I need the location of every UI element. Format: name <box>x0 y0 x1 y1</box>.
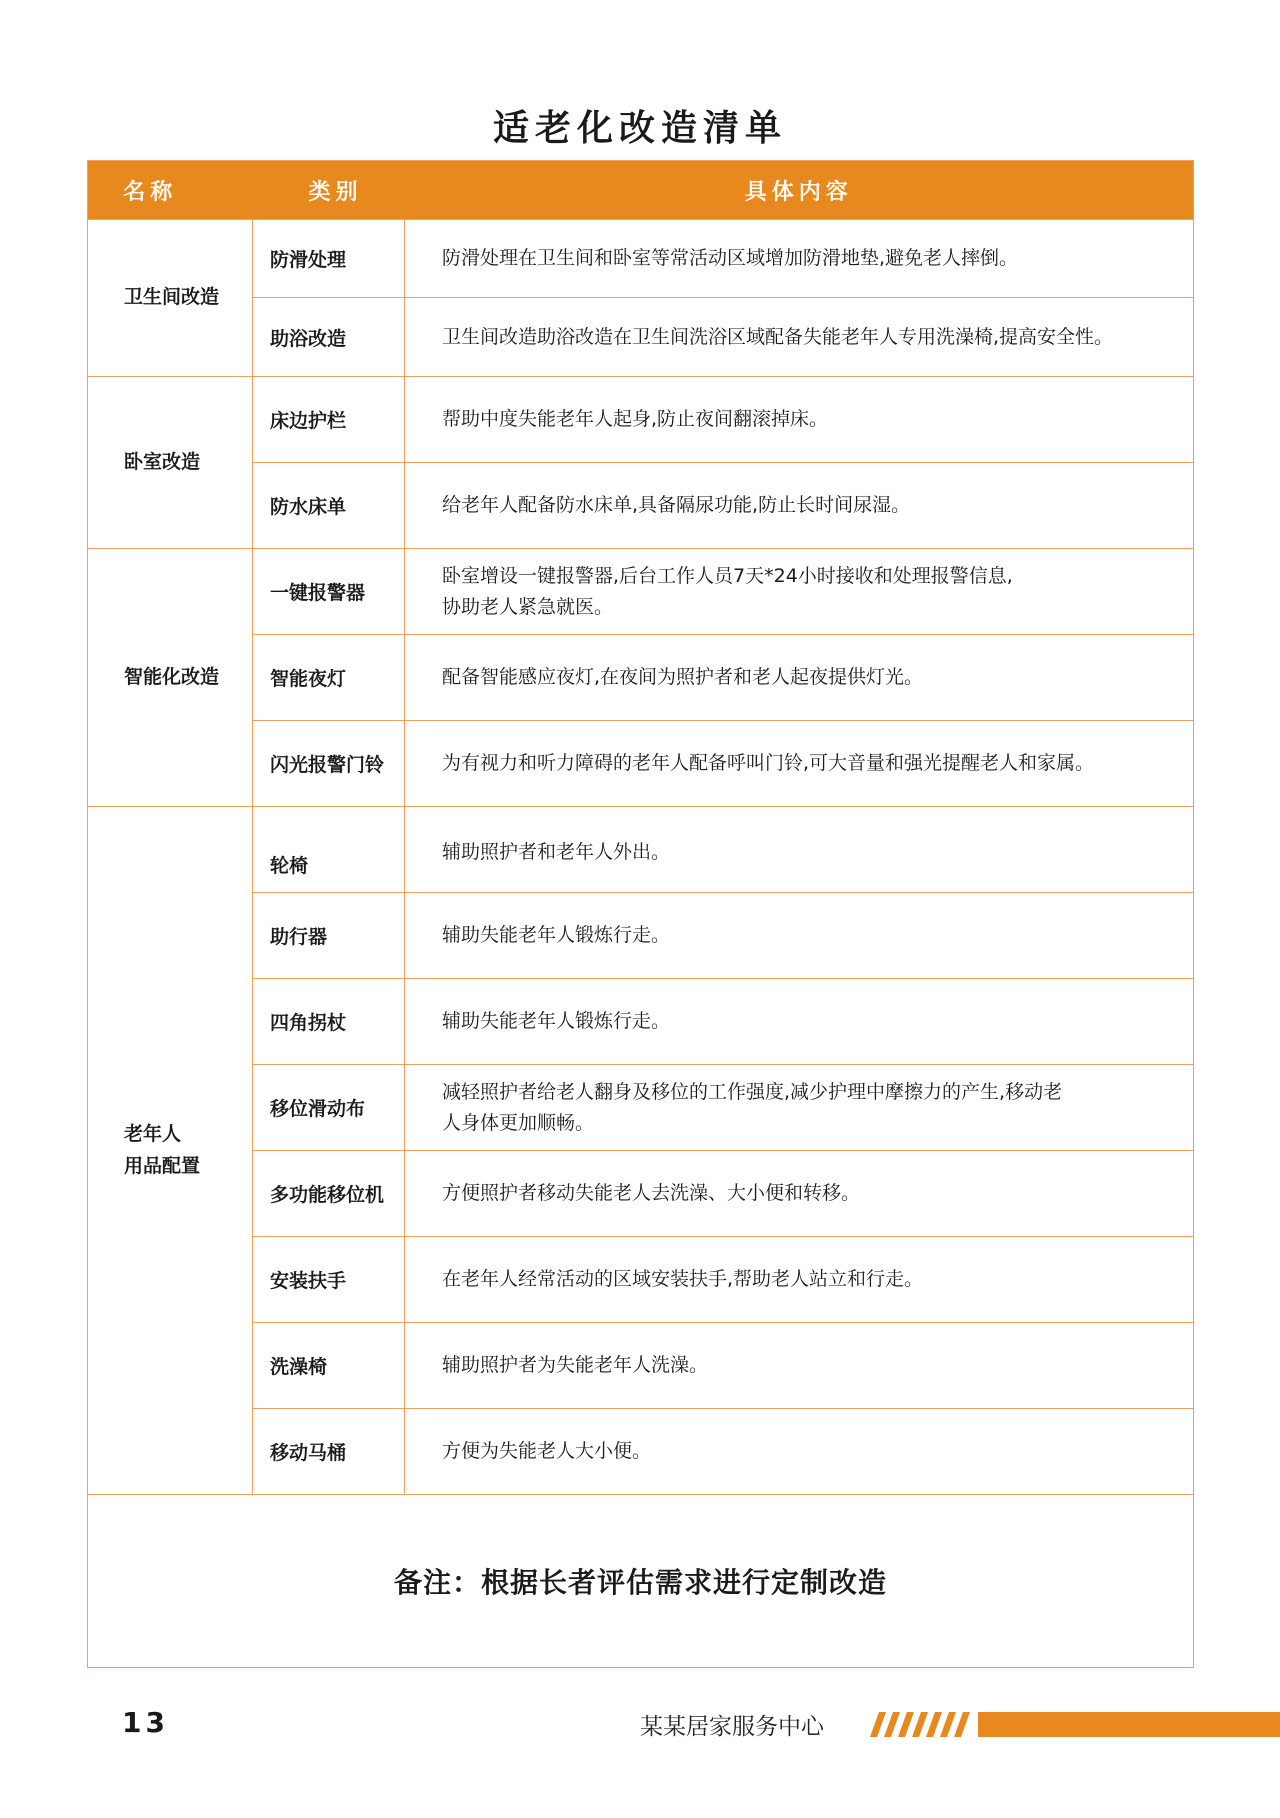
category-cell: 智能夜灯 <box>253 635 405 721</box>
group-name-smart: 智能化改造 <box>88 549 253 807</box>
content-cell: 辅助失能老年人锻炼行走。 <box>405 893 1194 979</box>
table-row <box>88 721 1194 807</box>
header-name: 名称 <box>88 161 253 220</box>
category-cell: 一键报警器 <box>253 549 405 635</box>
table-row <box>88 635 1194 721</box>
table-row <box>88 1409 1194 1495</box>
category-cell: 床边护栏 <box>253 377 405 463</box>
group-name-elderly-supplies <box>88 807 253 1495</box>
table-row <box>88 807 1194 893</box>
organization-name: 某某居家服务中心 <box>640 1714 824 1740</box>
table-row <box>88 1237 1194 1323</box>
content-line: 减轻照护者给老人翻身及移位的工作强度,减少护理中摩擦力的产生,移动老 <box>442 1081 1063 1104</box>
content-cell: 防滑处理在卫生间和卧室等常活动区域增加防滑地垫,避免老人摔倒。 <box>405 220 1194 298</box>
content-cell: 为有视力和听力障碍的老年人配备呼叫门铃,可大音量和强光提醒老人和家属。 <box>405 721 1194 807</box>
footer-accent-bar <box>978 1712 1280 1737</box>
content-cell: 帮助中度失能老年人起身,防止夜间翻滚掉床。 <box>405 377 1194 463</box>
category-cell: 防水床单 <box>253 463 405 549</box>
content-cell <box>405 1065 1194 1151</box>
table-row <box>88 979 1194 1065</box>
category-cell: 移动马桶 <box>253 1409 405 1495</box>
category-cell: 轮椅 <box>253 807 405 893</box>
table-row <box>88 1065 1194 1151</box>
table-row <box>88 377 1194 463</box>
table-row <box>88 220 1194 298</box>
content-cell: 在老年人经常活动的区域安装扶手,帮助老人站立和行走。 <box>405 1237 1194 1323</box>
note-text: 备注：根据长者评估需求进行定制改造 <box>88 1495 1194 1668</box>
category-cell: 安装扶手 <box>253 1237 405 1323</box>
note-row <box>88 1495 1194 1668</box>
content-cell: 辅助照护者和老年人外出。 <box>405 807 1194 893</box>
content-cell: 方便照护者移动失能老人去洗澡、大小便和转移。 <box>405 1151 1194 1237</box>
category-cell: 助行器 <box>253 893 405 979</box>
table-row <box>88 549 1194 635</box>
category-cell: 闪光报警门铃 <box>253 721 405 807</box>
content-cell: 配备智能感应夜灯,在夜间为照护者和老人起夜提供灯光。 <box>405 635 1194 721</box>
content-line: 协助老人紧急就医。 <box>442 595 614 618</box>
renovation-checklist-table <box>87 160 1194 1668</box>
content-cell: 方便为失能老人大小便。 <box>405 1409 1194 1495</box>
category-cell: 多功能移位机 <box>253 1151 405 1237</box>
table-row <box>88 1323 1194 1409</box>
category-cell: 四角拐杖 <box>253 979 405 1065</box>
content-cell: 辅助失能老年人锻炼行走。 <box>405 979 1194 1065</box>
table-row <box>88 298 1194 377</box>
group-name-bathroom: 卫生间改造 <box>88 220 253 377</box>
content-cell <box>405 549 1194 635</box>
category-cell: 移位滑动布 <box>253 1065 405 1151</box>
category-cell: 洗澡椅 <box>253 1323 405 1409</box>
table-row <box>88 463 1194 549</box>
content-cell: 卫生间改造助浴改造在卫生间洗浴区域配备失能老年人专用洗澡椅,提高安全性。 <box>405 298 1194 377</box>
content-line: 人身体更加顺畅。 <box>442 1111 595 1134</box>
table-header-row <box>88 161 1194 220</box>
content-cell: 辅助照护者为失能老年人洗澡。 <box>405 1323 1194 1409</box>
content-cell: 给老年人配备防水床单,具备隔尿功能,防止长时间尿湿。 <box>405 463 1194 549</box>
page-number: 13 <box>122 1706 169 1739</box>
table-row <box>88 893 1194 979</box>
content-line: 卧室增设一键报警器,后台工作人员7天*24小时接收和处理报警信息, <box>442 565 1013 588</box>
group-name-bedroom: 卧室改造 <box>88 377 253 549</box>
header-category: 类别 <box>253 161 405 220</box>
header-content: 具体内容 <box>405 161 1194 220</box>
footer-stripes-decoration <box>862 1712 974 1737</box>
page-title: 适老化改造清单 <box>492 108 787 149</box>
category-cell: 防滑处理 <box>253 220 405 298</box>
group-name-line: 用品配置 <box>124 1154 201 1177</box>
group-name-line: 老年人 <box>124 1123 182 1146</box>
category-cell: 助浴改造 <box>253 298 405 377</box>
table-row <box>88 1151 1194 1237</box>
